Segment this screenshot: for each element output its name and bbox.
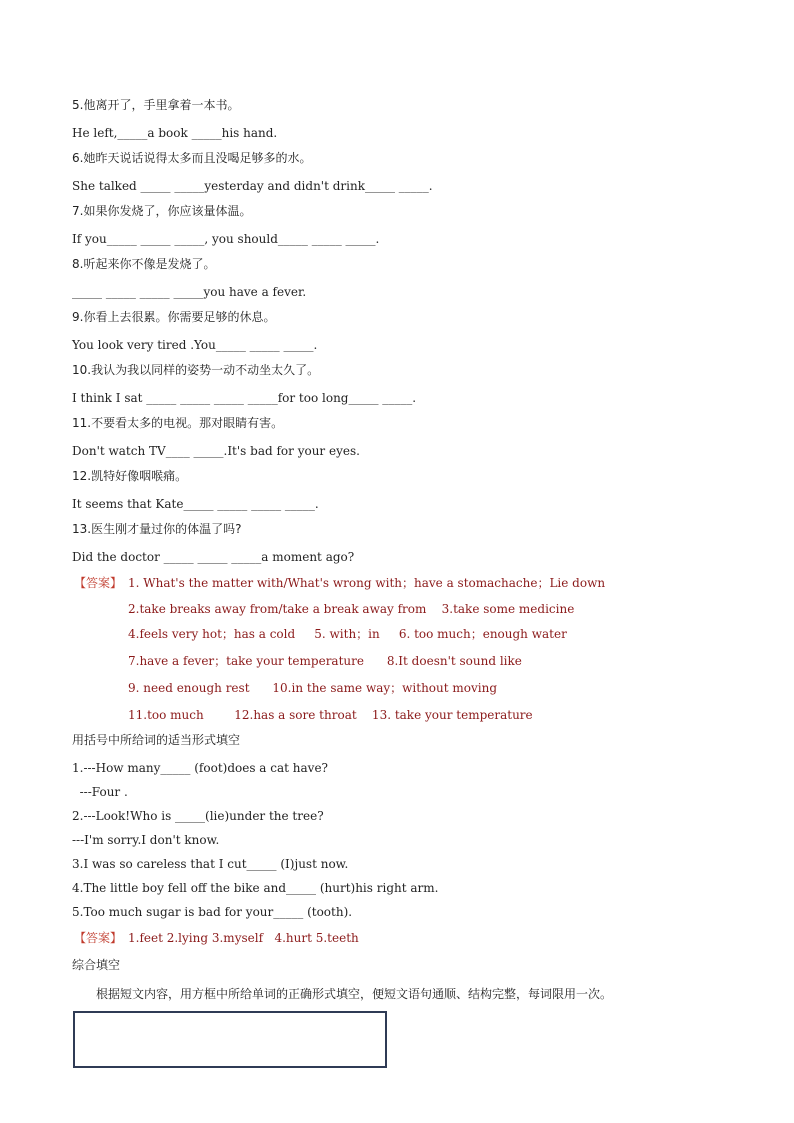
word-form-line-2: ---Four . bbox=[72, 785, 128, 799]
word-form-line-1: 1.---How many_____ (foot)does a cat have? bbox=[72, 761, 328, 775]
answer-line-4: 7.have a fever；take your temperature 8.It doesn't sound like bbox=[128, 654, 522, 668]
item-7-chinese: 7.如果你发烧了，你应该量体温。 bbox=[72, 204, 252, 218]
item-9-english: You look very tired .You_____ _____ _____. bbox=[72, 338, 318, 352]
word-form-line-3: 2.---Look!Who is _____(lie)under the tree? bbox=[72, 809, 324, 823]
section-heading-word-forms: 用括号中所给词的适当形式填空 bbox=[72, 733, 241, 747]
answer-tag: 【答案】 bbox=[74, 931, 123, 945]
answer-line-2: 2.take breaks away from/take a break away from 3.take some medicine bbox=[128, 602, 575, 616]
answer-line-6: 11.too much 12.has a sore throat 13. take your temperature bbox=[128, 708, 533, 722]
item-7-english: If you_____ _____ _____, you should_____ _____ _____. bbox=[72, 232, 380, 246]
word-bank-box bbox=[73, 1011, 387, 1068]
item-12-english: It seems that Kate_____ _____ _____ _____. bbox=[72, 497, 319, 511]
item-11-chinese: 11.不要看太多的电视。那对眼睛有害。 bbox=[72, 416, 284, 430]
item-10-english: I think I sat _____ _____ _____ _____for too long_____ _____. bbox=[72, 391, 417, 405]
word-form-line-5: 3.I was so careless that I cut_____ (I)just now. bbox=[72, 857, 349, 871]
item-9-chinese: 9.你看上去很累。你需要足够的休息。 bbox=[72, 310, 276, 324]
item-6-chinese: 6.她昨天说话说得太多而且没喝足够多的水。 bbox=[72, 151, 312, 165]
item-5-english: He left,_____a book _____his hand. bbox=[72, 126, 278, 140]
cloze-instruction: 根据短文内容，用方框中所给单词的正确形式填空，便短文语句通顺、结构完整，每词限用一次。 bbox=[96, 987, 613, 1001]
item-8-english: _____ _____ _____ _____you have a fever. bbox=[72, 285, 307, 299]
item-8-chinese: 8.听起来你不像是发烧了。 bbox=[72, 257, 216, 271]
item-11-english: Don't watch TV____ _____.It's bad for your eyes. bbox=[72, 444, 360, 458]
item-5-chinese: 5.他离开了，手里拿着一本书。 bbox=[72, 98, 240, 112]
answer-line-3: 4.feels very hot；has a cold 5. with；in 6. too much；enough water bbox=[128, 627, 567, 641]
word-form-line-6: 4.The little boy fell off the bike and_____ (hurt)his right arm. bbox=[72, 881, 439, 895]
word-form-line-4: ---I'm sorry.I don't know. bbox=[72, 833, 220, 847]
item-6-english: She talked _____ _____yesterday and didn't drink_____ _____. bbox=[72, 179, 433, 193]
item-10-chinese: 10.我认为我以同样的姿势一动不动坐太久了。 bbox=[72, 363, 320, 377]
answer-line-1: 1. What's the matter with/What's wrong with；have a stomachache；Lie down bbox=[128, 576, 606, 590]
word-form-line-7: 5.Too much sugar is bad for your_____ (tooth). bbox=[72, 905, 353, 919]
word-form-answer: 1.feet 2.lying 3.myself 4.hurt 5.teeth bbox=[128, 931, 359, 945]
item-13-english: Did the doctor _____ _____ _____a moment ago? bbox=[72, 550, 355, 564]
item-13-chinese: 13.医生刚才量过你的体温了吗? bbox=[72, 522, 242, 536]
item-12-chinese: 12.凯特好像咽喉痛。 bbox=[72, 469, 188, 483]
answer-line-5: 9. need enough rest 10.in the same way；without moving bbox=[128, 681, 498, 695]
section-heading-cloze: 综合填空 bbox=[72, 958, 121, 972]
answer-tag: 【答案】 bbox=[74, 576, 123, 590]
